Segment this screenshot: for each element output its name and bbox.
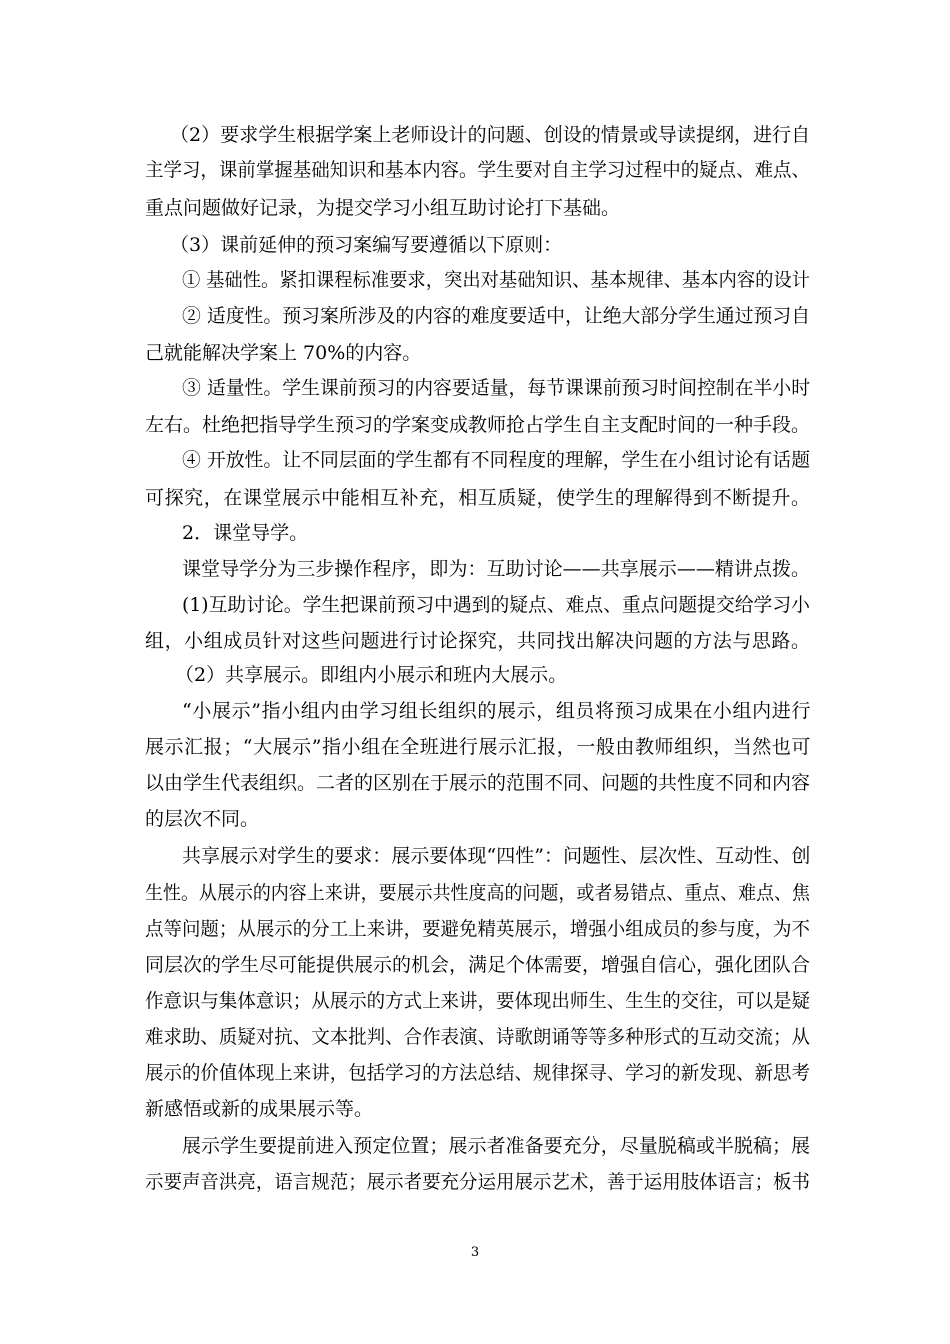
text-line: 组，小组成员针对这些问题进行讨论探究，共同找出解决问题的方法与思路。 bbox=[145, 630, 811, 652]
text-line: 共享展示对学生的要求：展示要体现“四性”：问题性、层次性、互动性、创 bbox=[182, 845, 811, 867]
text-line: 重点问题做好记录，为提交学习小组互助讨论打下基础。 bbox=[145, 197, 621, 219]
text-line: ④ 开放性。让不同层面的学生都有不同程度的理解，学生在小组讨论有话题 bbox=[182, 449, 811, 471]
text-line: 课堂导学分为三步操作程序，即为：互助讨论——共享展示——精讲点拨。 bbox=[182, 558, 811, 580]
text-line: ① 基础性。紧扣课程标准要求，突出对基础知识、基本规律、基本内容的设计 bbox=[182, 269, 811, 291]
text-line: 2．课堂导学。 bbox=[182, 522, 309, 544]
text-line: 生性。从展示的内容上来讲，要展示共性度高的问题，或者易错点、重点、难点、焦 bbox=[145, 882, 811, 904]
text-line: 新感悟或新的成果展示等。 bbox=[145, 1098, 374, 1120]
text-line: 己就能解决学案上 70%的内容。 bbox=[145, 342, 422, 364]
text-line: 主学习，课前掌握基础知识和基本内容。学生要对自主学习过程中的疑点、难点、 bbox=[145, 159, 811, 181]
text-line: （3）课前延伸的预习案编写要遵循以下原则： bbox=[170, 234, 563, 256]
text-line: 展示汇报；“大展示”指小组在全班进行展示汇报，一般由教师组织，当然也可 bbox=[145, 736, 811, 758]
text-line: (1)互助讨论。学生把课前预习中遇到的疑点、难点、重点问题提交给学习小 bbox=[182, 594, 810, 616]
text-line: 的层次不同。 bbox=[145, 808, 260, 830]
text-line: （2）共享展示。即组内小展示和班内大展示。 bbox=[175, 664, 568, 686]
text-line: 展示学生要提前进入预定位置；展示者准备要充分，尽量脱稿或半脱稿；展 bbox=[182, 1135, 811, 1157]
text-line: 展示的价值体现上来讲，包括学习的方法总结、规律探寻、学习的新发现、新思考 bbox=[145, 1062, 811, 1084]
text-line: 以由学生代表组织。二者的区别在于展示的范围不同、问题的共性度不同和内容 bbox=[145, 772, 811, 794]
text-line: ③ 适量性。学生课前预习的内容要适量，每节课课前预习时间控制在半小时 bbox=[182, 377, 811, 399]
text-line: 难求助、质疑对抗、文本批判、合作表演、诗歌朗诵等等多种形式的互动交流；从 bbox=[145, 1026, 811, 1048]
text-line: 同层次的学生尽可能提供展示的机会，满足个体需要，增强自信心，强化团队合 bbox=[145, 954, 811, 976]
page-number: 3 bbox=[470, 1245, 480, 1260]
text-line: “小展示”指小组内由学习组长组织的展示，组员将预习成果在小组内进行 bbox=[182, 700, 812, 722]
text-line: 左右。杜绝把指导学生预习的学案变成教师抢占学生自主支配时间的一种手段。 bbox=[145, 414, 811, 436]
text-line: 作意识与集体意识；从展示的方式上来讲，要体现出师生、生生的交往，可以是疑 bbox=[145, 990, 811, 1012]
text-line: ② 适度性。预习案所涉及的内容的难度要适中，让绝大部分学生通过预习自 bbox=[182, 305, 811, 327]
text-line: 点等问题；从展示的分工上来讲，要避免精英展示，增强小组成员的参与度，为不 bbox=[145, 918, 811, 940]
text-line: （2）要求学生根据学案上老师设计的问题、创设的情景或导读提纲，进行自 bbox=[170, 124, 811, 146]
text-line: 示要声音洪亮，语言规范；展示者要充分运用展示艺术，善于运用肢体语言；板书 bbox=[145, 1171, 811, 1193]
text-line: 可探究，在课堂展示中能相互补充，相互质疑，使学生的理解得到不断提升。 bbox=[145, 487, 811, 509]
